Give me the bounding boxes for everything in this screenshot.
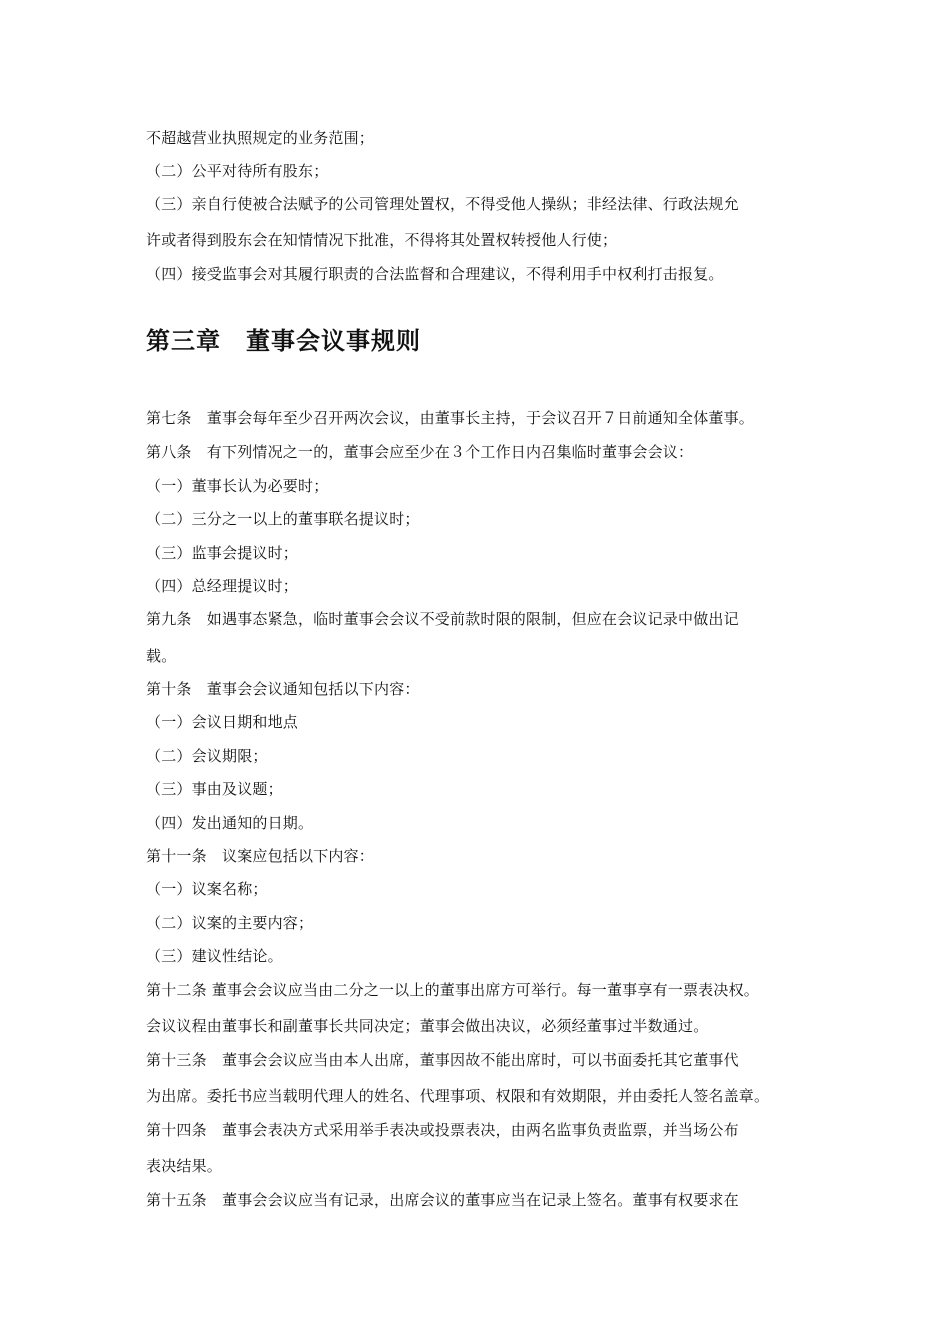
body-line-24: 第十五条 董事会会议应当有记录，出席会议的董事应当在记录上签名。董事有权要求在 bbox=[146, 1191, 739, 1209]
body-line-15: （一）议案名称； bbox=[146, 880, 268, 898]
body-line-17: （三）建议性结论。 bbox=[146, 947, 283, 965]
intro-line-3: （三）亲自行使被合法赋予的公司管理处置权，不得受他人操纵；非经法律、行政法规允 bbox=[146, 195, 739, 213]
body-line-23: 表决结果。 bbox=[146, 1157, 223, 1175]
body-line-12: （三）事由及议题； bbox=[146, 780, 283, 798]
body-line-1: 第七条 董事会每年至少召开两次会议，由董事长主持，于会议召开７日前通知全体董事。 bbox=[146, 409, 755, 427]
body-line-4: （二）三分之一以上的董事联名提议时； bbox=[146, 510, 420, 528]
body-line-16: （二）议案的主要内容； bbox=[146, 914, 314, 932]
body-line-7: 第九条 如遇事态紧急，临时董事会会议不受前款时限的限制，但应在会议记录中做出记 bbox=[146, 610, 739, 628]
body-line-18: 第十二条 董事会会议应当由二分之一以上的董事出席方可举行。每一董事享有一票表决权。 bbox=[146, 981, 759, 999]
chapter-heading: 第三章 董事会议事规则 bbox=[146, 327, 421, 355]
body-line-19: 会议议程由董事长和副董事长共同决定；董事会做出决议，必须经董事过半数通过。 bbox=[146, 1017, 709, 1035]
body-line-10: （一）会议日期和地点 bbox=[146, 713, 299, 731]
body-line-8: 载。 bbox=[146, 647, 177, 665]
body-line-6: （四）总经理提议时； bbox=[146, 577, 299, 595]
body-line-13: （四）发出通知的日期。 bbox=[146, 814, 314, 832]
intro-line-1: 不超越营业执照规定的业务范围； bbox=[146, 129, 375, 147]
body-line-22: 第十四条 董事会表决方式采用举手表决或投票表决，由两名监事负责监票，并当场公布 bbox=[146, 1121, 739, 1139]
body-line-2: 第八条 有下列情况之一的，董事会应至少在３个工作日内召集临时董事会会议： bbox=[146, 443, 694, 461]
body-line-9: 第十条 董事会会议通知包括以下内容： bbox=[146, 680, 420, 698]
body-line-5: （三）监事会提议时； bbox=[146, 544, 299, 562]
body-line-3: （一）董事长认为必要时； bbox=[146, 477, 329, 495]
body-line-11: （二）会议期限； bbox=[146, 747, 268, 765]
body-line-14: 第十一条 议案应包括以下内容： bbox=[146, 847, 375, 865]
intro-line-4: 许或者得到股东会在知情情况下批准，不得将其处置权转授他人行使； bbox=[146, 231, 618, 249]
body-line-20: 第十三条 董事会会议应当由本人出席，董事因故不能出席时，可以书面委托其它董事代 bbox=[146, 1051, 739, 1069]
intro-line-5: （四）接受监事会对其履行职责的合法监督和合理建议，不得利用手中权利打击报复。 bbox=[146, 265, 724, 283]
intro-line-2: （二）公平对待所有股东； bbox=[146, 162, 329, 180]
body-line-21: 为出席。委托书应当载明代理人的姓名、代理事项、权限和有效期限，并由委托人签名盖章。 bbox=[146, 1087, 770, 1105]
